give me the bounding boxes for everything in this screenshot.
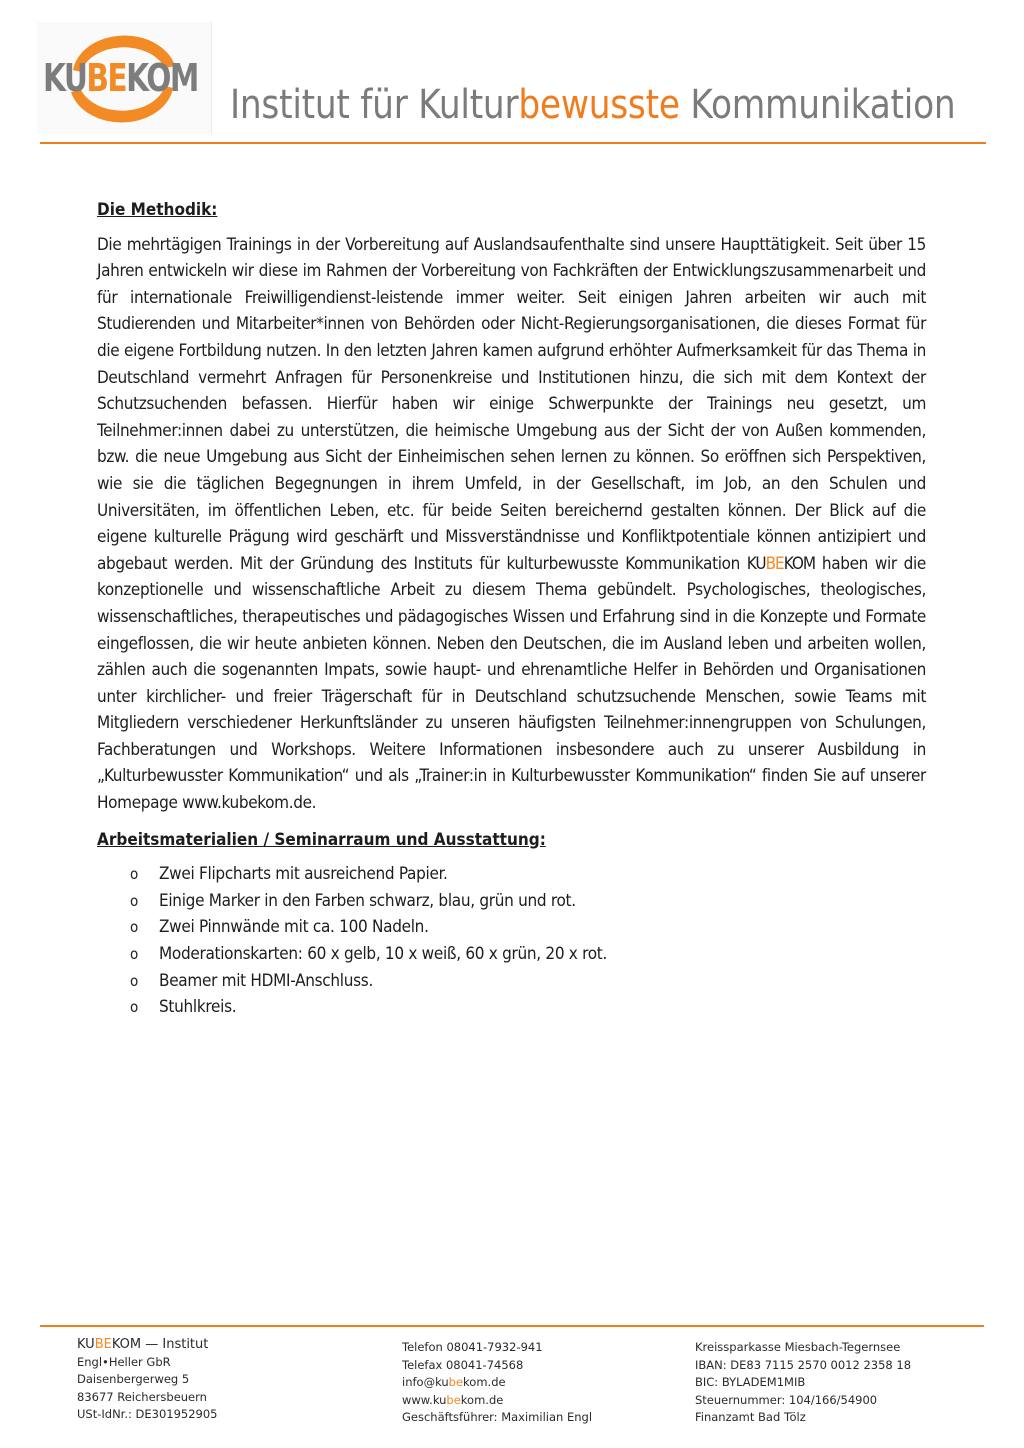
title-highlight: bewusste [518, 82, 680, 128]
title-part-1: Institut für Kultur [230, 82, 519, 128]
bullet-icon: o [130, 998, 138, 1017]
footer-divider [40, 1325, 984, 1327]
list-item-text: Einige Marker in den Farben schwarz, blau, grün und rot. [159, 890, 576, 911]
section-heading-methodik: Die Methodik: [97, 200, 218, 220]
bullet-icon: o [130, 865, 138, 884]
paragraph-text-1: Die mehrtägigen Trainings in der Vorbereitung auf Auslandsaufenthalte sind unsere Haupttätigkeit. Seit über 15 Jahren entwickeln wir diese im Rahmen der Vorbereitung von Fachkräften der Entwicklungszusammenarbeit und für internationale Freiwilligendienst-leistende immer weiter. Seit einigen Jahren arbeiten wir auch mit Studierenden und Mitarbeiter*innen von Behörden oder Nicht-Regierungsorganisationen, die dieses Format für die eigene Fortbildung nutzen. In den letzten Jahren kamen aufgrund erhöhter Aufmerksamkeit für das Thema in Deutschland vermehrt Anfragen für Personenkreise und Institutionen hinzu, die sich mit dem Kontext der Schutzsuchenden befassen. Hierfür haben wir einige Schwerpunkte der Trainings neu gesetzt, um Teilnehmer:innen dabei zu unterstützen, die heimische Umgebung aus der Sicht der von Außen kommenden, bzw. die neue Umgebung aus Sicht der Einheimischen sehen lernen zu können. So eröffnen sich Perspektiven, wie sie die täglichen Begegnungen in ihrem Umfeld, in der Gesellschaft, im Job, an den Schulen und Universitäten, im öffentlichen Leben, etc. für beide Seiten bereichernd gestalten können. Der Blick auf die eigene kulturelle Prägung wird geschärft und Missverständnisse und Konfliktpotentiale können antizipiert und abgebaut werden. Mit der Gründung des Instituts für kulturbewusste Kommunikation [97, 234, 926, 574]
fax-number: Telefax 08041-74568 [402, 1357, 524, 1372]
title-part-2: Kommunikation [679, 82, 956, 128]
bic: BIC: BYLADEM1MIB [695, 1375, 806, 1390]
email-part-1: info@ku [402, 1375, 449, 1390]
inline-logo-ku: KU [746, 553, 766, 574]
footer-brand-ku: KU [77, 1337, 95, 1352]
list-item-text: Zwei Flipcharts mit ausreichend Papier. [159, 864, 448, 885]
footer-brand [77, 1336, 218, 1354]
list-item [97, 941, 926, 968]
list-item-text: Moderationskarten: 60 x gelb, 10 x weiß, 60 x grün, 20 x rot. [159, 944, 608, 965]
phone-number: Telefon 08041-7932-941 [402, 1340, 543, 1354]
inline-kubekom-logo [747, 554, 815, 574]
paragraph-text-2: haben wir die konzeptionelle und wissenschaftliche Arbeit zu diesem Thema gebündelt. Psychologisches, theologisches, wissenschaftliches, therapeutisches und pädagogisches Wissen und Erfahrung sind in die Konzepte und Formate eingeflossen, die wir heute anbieten können. Neben den Deutschen, die im Ausland leben und arbeiten wollen, zählen auch die sogenannten Impats, sowie haupt- und ehrenamtliche Helfer in Behörden und Organisationen unter kirchlicher- und freier Trägerschaft für in Deutschland schutzsuchende Menschen, sowie Teams mit Mitgliedern verschiedener Herkunftsländer zu unseren häufigsten Teilnehmer:innengruppen von Schulungen, Fachberatungen und Workshops. Weitere Informationen insbesondere auch zu unserer Ausbildung in „Kulturbewusster Kommunikation“ und als „Trainer:in in Kulturbewusster Kommunikation“ finden Sie auf unserer Homepage www.kubekom.de. [97, 553, 926, 814]
document-body [97, 197, 926, 1021]
letterhead [0, 0, 1024, 160]
tax-office: Finanzamt Bad Tölz [695, 1410, 806, 1425]
materials-list [97, 861, 926, 1021]
bullet-icon: o [130, 971, 138, 990]
footer-bank-info [695, 1339, 911, 1427]
city-address: 83677 Reichersbeuern [77, 1389, 207, 1404]
list-item [97, 861, 926, 888]
kubekom-logo [37, 22, 212, 134]
logo-part-ku: KU [43, 56, 87, 100]
iban: IBAN: DE83 7115 2570 0012 2358 18 [695, 1357, 912, 1372]
list-item [97, 914, 926, 941]
web-part-1: www.ku [402, 1392, 447, 1407]
logo-part-be: BE [86, 56, 127, 100]
street-address: Daisenbergerweg 5 [77, 1372, 190, 1387]
website-link[interactable] [402, 1392, 592, 1410]
institute-title [230, 82, 955, 128]
bullet-icon: o [130, 945, 138, 964]
bank-name: Kreissparkasse Miesbach-Tegernsee [695, 1340, 901, 1354]
footer-brand-be: BE [94, 1337, 112, 1352]
web-part-3: kom.de [460, 1392, 504, 1407]
footer-contact-info [402, 1339, 592, 1427]
header-divider [40, 142, 986, 144]
list-item-text: Zwei Pinnwände mit ca. 100 Nadeln. [159, 917, 429, 938]
bullet-icon: o [130, 891, 138, 910]
company-name: Engl•Heller GbR [77, 1354, 171, 1369]
list-item [97, 968, 926, 995]
web-part-2: be [446, 1392, 461, 1407]
section-heading-materials: Arbeitsmaterialien / Seminarraum und Ausstattung: [97, 829, 546, 850]
email-part-2: be [448, 1375, 464, 1390]
email-part-3: kom.de [463, 1375, 506, 1390]
list-item [97, 888, 926, 915]
footer-company-info [77, 1336, 218, 1424]
bullet-icon: o [130, 918, 138, 937]
tax-number: Steuernummer: 104/166/54900 [695, 1392, 878, 1407]
vat-id: USt-IdNr.: DE301952905 [77, 1407, 218, 1422]
inline-logo-be: BE [765, 553, 784, 574]
list-item-text: Stuhlkreis. [159, 997, 237, 1018]
list-item-text: Beamer mit HDMI-Anschluss. [159, 970, 374, 991]
footer-brand-rest: KOM — Institut [111, 1337, 209, 1352]
email-link[interactable] [402, 1374, 592, 1392]
logo-part-kom: KOM [126, 56, 198, 100]
methodik-paragraph [97, 232, 926, 817]
managing-director: Geschäftsführer: Maximilian Engl [402, 1410, 593, 1425]
inline-logo-kom: KOM [783, 553, 816, 574]
logo-wordmark [43, 56, 198, 100]
list-item [97, 994, 926, 1021]
